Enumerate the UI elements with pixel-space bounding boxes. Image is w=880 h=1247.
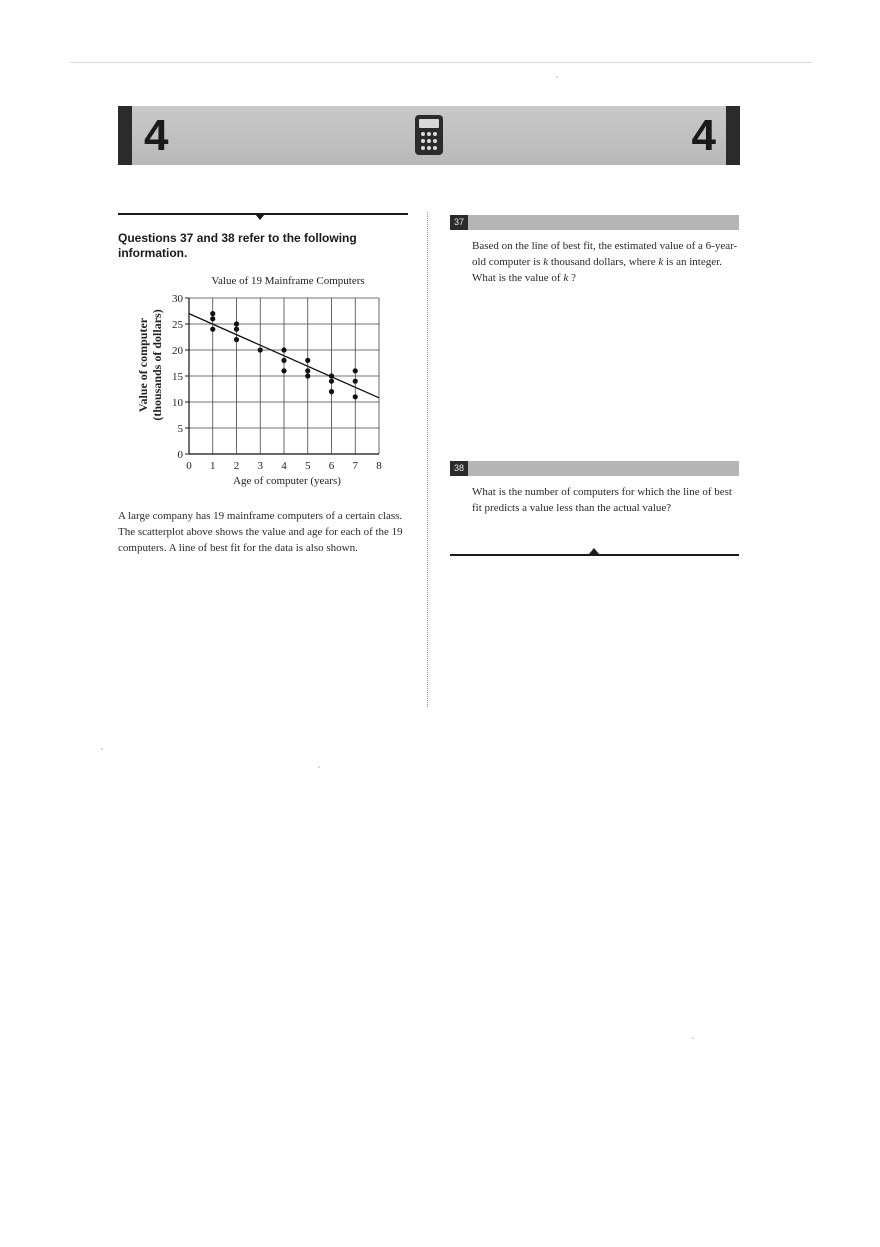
- banner-right-tab: [726, 106, 740, 165]
- data-point: [329, 379, 334, 384]
- scan-speck: [556, 76, 558, 78]
- x-tick-label: 6: [328, 460, 335, 472]
- q37-text-part: thousand dollars, where: [548, 256, 659, 268]
- data-point: [281, 347, 286, 352]
- q37-variable: k: [543, 256, 549, 268]
- question-38-bar: [450, 461, 739, 476]
- data-point: [234, 327, 239, 332]
- column-divider: [427, 212, 428, 707]
- data-point: [353, 394, 358, 399]
- data-point: [281, 358, 286, 363]
- x-tick-label: 4: [281, 460, 287, 472]
- x-tick-label: 5: [305, 460, 311, 472]
- y-tick-label: 5: [177, 423, 183, 435]
- x-tick-label: 8: [376, 460, 382, 472]
- question-37-number: 37: [450, 215, 468, 230]
- scatterplot: [130, 268, 420, 498]
- x-tick-label: 0: [186, 460, 192, 472]
- up-arrow-icon: [589, 548, 599, 554]
- q37-text-part: is an integer. What is the value of: [472, 256, 722, 284]
- data-point: [281, 368, 286, 373]
- scan-speck: [101, 748, 103, 750]
- data-point: [329, 389, 334, 394]
- data-point: [210, 327, 215, 332]
- y-tick-label: 0: [177, 449, 183, 461]
- questions-intro: Questions 37 and 38 refer to the following information.: [118, 231, 357, 260]
- data-point: [258, 347, 263, 352]
- x-tick-label: 2: [233, 460, 240, 472]
- y-tick-label: 25: [172, 319, 183, 331]
- data-point: [305, 373, 310, 378]
- x-tick-label: 7: [352, 460, 358, 472]
- scan-edge-line: [70, 62, 812, 63]
- y-tick-label: 15: [172, 371, 183, 383]
- data-point: [353, 379, 358, 384]
- q37-text-part: ?: [568, 272, 576, 284]
- y-tick-label: 10: [172, 397, 183, 409]
- y-axis-label-line2: (thousands of dollars): [150, 309, 164, 421]
- chart-canvas: [130, 268, 420, 498]
- question-38-number: 38: [450, 461, 468, 476]
- data-point: [305, 358, 310, 363]
- chart-title: Value of 19 Mainframe Computers: [211, 275, 365, 287]
- q37-text-part: Based on the line of best fit, the estimated value of a 6-year-old computer is: [472, 240, 738, 268]
- section-banner: [118, 106, 740, 165]
- x-tick-label: 1: [210, 460, 216, 472]
- y-tick-label: 30: [172, 293, 183, 305]
- question-37-text: [472, 238, 740, 286]
- section-number-left: 4: [144, 111, 169, 160]
- down-arrow-icon: [255, 214, 265, 220]
- data-point: [234, 337, 239, 342]
- bottom-divider-rule: [450, 554, 739, 556]
- data-point: [210, 316, 215, 321]
- q37-variable: k: [658, 256, 664, 268]
- banner-left-tab: [118, 106, 132, 165]
- q37-variable: k: [563, 272, 569, 284]
- data-point: [329, 373, 334, 378]
- scan-speck: [692, 1037, 694, 1039]
- x-tick-label: 3: [257, 460, 263, 472]
- y-tick-label: 20: [172, 345, 183, 357]
- data-point: [210, 311, 215, 316]
- question-37-bar: [450, 215, 739, 230]
- y-axis-label-line1: Value of computer: [136, 317, 150, 413]
- data-point: [234, 321, 239, 326]
- scan-speck: [318, 766, 320, 768]
- x-axis-label: Age of computer (years): [233, 475, 341, 487]
- section-number-right: 4: [691, 111, 716, 160]
- data-point: [353, 368, 358, 373]
- question-38-text: What is the number of computers for which the line of best fit predicts a value less than the actual value?: [472, 486, 732, 514]
- data-point: [305, 368, 310, 373]
- passage-text: A large company has 19 mainframe computers of a certain class. The scatterplot above shows the value and age for each of the 19 computers. A line of best fit for the data is also shown.: [118, 510, 403, 554]
- calculator-icon: [414, 114, 444, 156]
